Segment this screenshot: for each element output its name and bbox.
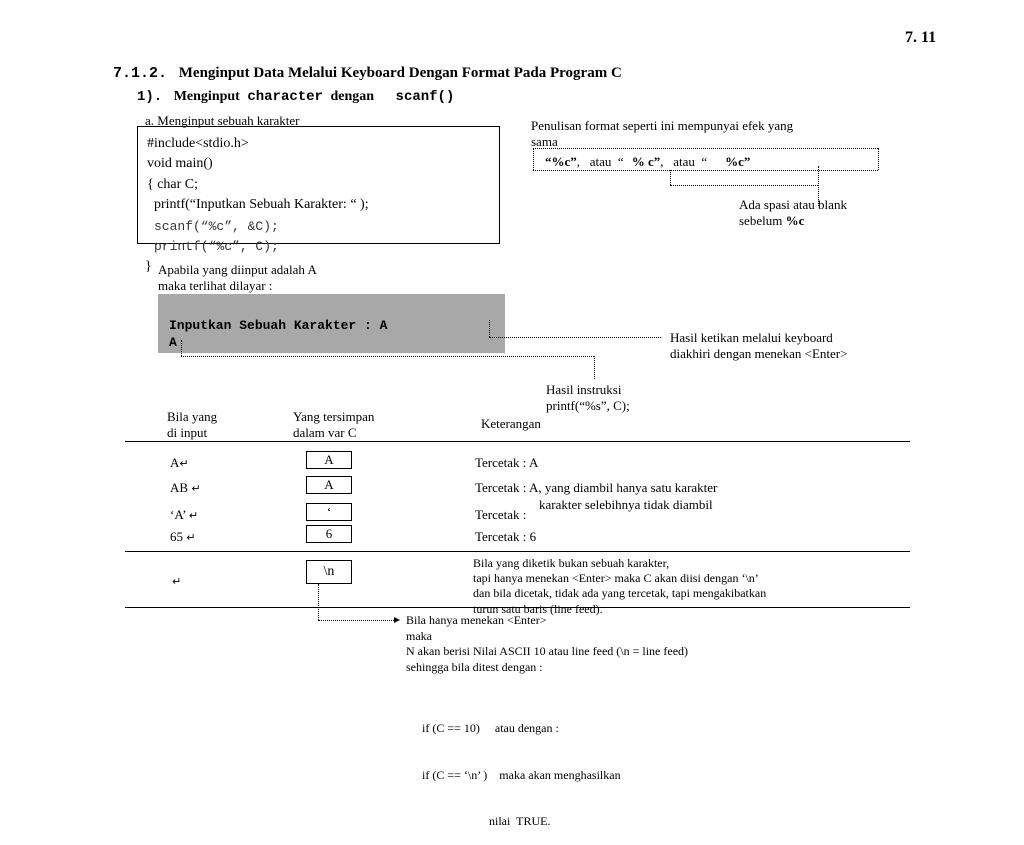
table-row-remark: Tercetak : A, yang diambil hanya satu karakter	[475, 480, 718, 495]
subsection-number: 1).	[137, 89, 163, 105]
enter-icon: ↵	[172, 575, 182, 588]
table-row-input: 65 ↵	[170, 529, 196, 544]
format-note-line: sama	[531, 134, 558, 149]
enter-icon: ↵	[191, 482, 201, 495]
subsection-mono2: scanf()	[395, 89, 455, 105]
subsection-mono1: character	[247, 89, 323, 105]
stored-cell: A	[306, 451, 352, 469]
table-row-remark-cont: karakter selebihnya tidak diambil	[539, 497, 713, 512]
variants-bracket-right	[878, 148, 879, 170]
variants-bracket-bottom	[533, 170, 878, 171]
code-line: void main()	[147, 156, 213, 172]
keyboard-note	[670, 330, 847, 362]
format-sep-1: , atau “	[576, 154, 624, 169]
output-line: Inputkan Sebuah Karakter : A	[169, 318, 388, 333]
header-input: Bila yang di input	[167, 409, 218, 440]
code-closing-brace: }	[145, 259, 152, 274]
space-note	[739, 197, 847, 229]
enter-row-input	[172, 572, 181, 590]
format-sep-2: , atau “	[660, 154, 708, 169]
table-mid-rule	[125, 551, 910, 552]
keyboard-connector-v	[489, 320, 490, 337]
section-title: Menginput Data Melalui Keyboard Dengan Format Pada Program C	[178, 65, 622, 81]
printf-note	[546, 382, 630, 414]
output-screen-text	[169, 317, 387, 351]
table-header-rule	[125, 441, 910, 442]
format-variant-2: % c”	[631, 154, 661, 169]
keyboard-connector-h	[489, 337, 661, 338]
stored-cell: A	[306, 476, 352, 494]
enter-note-conditions: if (C == 10) atau dengan : if (C == ‘\n’ ) maka akan menghasilkan nilai TRUE.	[422, 721, 621, 828]
table-row-remark: Tercetak : A	[475, 455, 539, 470]
enter-icon: ↵	[179, 457, 189, 470]
space-note-line: Ada spasi atau blank	[739, 197, 847, 212]
code-lines	[147, 134, 369, 216]
after-input-line: maka terlihat dilayar :	[158, 278, 273, 293]
arrow-right-icon	[394, 617, 400, 623]
table-row-input: AB ↵	[170, 480, 201, 495]
table-row-remark: Tercetak :	[475, 507, 527, 522]
code-line: { char C;	[147, 176, 199, 192]
format-variant-3: %c”	[725, 154, 751, 169]
stored-cell: 6	[306, 525, 352, 543]
printf-connector-v1	[181, 340, 182, 356]
item-a-label: a. Menginput sebuah karakter	[145, 113, 300, 128]
enter-icon: ↵	[186, 531, 196, 544]
printf-connector-h	[181, 356, 594, 357]
section-heading	[113, 64, 622, 83]
code-mono-lines	[154, 217, 279, 258]
printf-connector-v2	[594, 356, 595, 379]
code-line: printf(“Inputkan Sebuah Karakter: “ );	[147, 197, 369, 213]
subsection-word2: dengan	[330, 89, 375, 104]
format-note-line: Penulisan format seperti ini mempunyai efek yang	[531, 118, 794, 133]
output-line: A	[169, 335, 177, 350]
table-row-input: ‘A’ ↵	[170, 507, 199, 522]
enter-arrow-h	[318, 620, 394, 621]
header-remark: Keterangan	[481, 416, 541, 431]
variants-bracket-left	[533, 148, 534, 170]
header-stored: Yang tersimpan dalam var C	[293, 409, 375, 440]
section-number: 7.1.2.	[113, 65, 168, 82]
code-line: scanf(“%c”, &C);	[154, 219, 279, 234]
stored-cell: ‘	[306, 503, 352, 521]
printf-note-line: printf(“%s”, C);	[546, 398, 630, 413]
enter-icon: ↵	[188, 509, 199, 522]
printf-note-line: Hasil instruksi	[546, 382, 622, 397]
space-connector-1	[670, 170, 671, 185]
subsection-word1: Menginput	[173, 89, 240, 104]
subsection-heading	[137, 88, 454, 106]
format-variants	[545, 154, 750, 170]
after-input-text	[158, 262, 317, 294]
table-row-remark: Tercetak : 6	[475, 529, 537, 544]
page-number: 7. 11	[905, 29, 937, 46]
enter-row-remark: Bila yang diketik bukan sebuah karakter, tapi hanya menekan <Enter> maka C akan diisi dengan ‘\n’ dan bila dicetak, tidak ada yang tercetak, tapi mengakibatkan turun satu baris (line feed).	[473, 556, 767, 616]
enter-arrow-v	[318, 584, 319, 620]
space-connector-h	[670, 185, 818, 186]
space-note-format: %c	[785, 213, 805, 228]
keyboard-note-line: Hasil ketikan melalui keyboard	[670, 330, 833, 345]
variants-bracket-top	[533, 148, 878, 149]
after-input-line: Apabila yang diinput adalah A	[158, 262, 317, 277]
format-variant-1: “%c”	[545, 154, 577, 169]
code-line: #include<stdio.h>	[147, 136, 249, 151]
table-row-input: A↵	[170, 455, 189, 470]
space-note-line: sebelum %c	[739, 213, 805, 228]
keyboard-note-line: diakhiri dengan menekan <Enter>	[670, 346, 848, 361]
stored-cell-newline: \n	[306, 560, 352, 584]
code-line: printf(“%c”, C);	[154, 239, 279, 255]
format-note	[531, 118, 793, 150]
enter-note: Bila hanya menekan <Enter> maka N akan berisi Nilai ASCII 10 atau line feed (\n = line feed) sehingga bila ditest dengan :	[406, 613, 689, 674]
